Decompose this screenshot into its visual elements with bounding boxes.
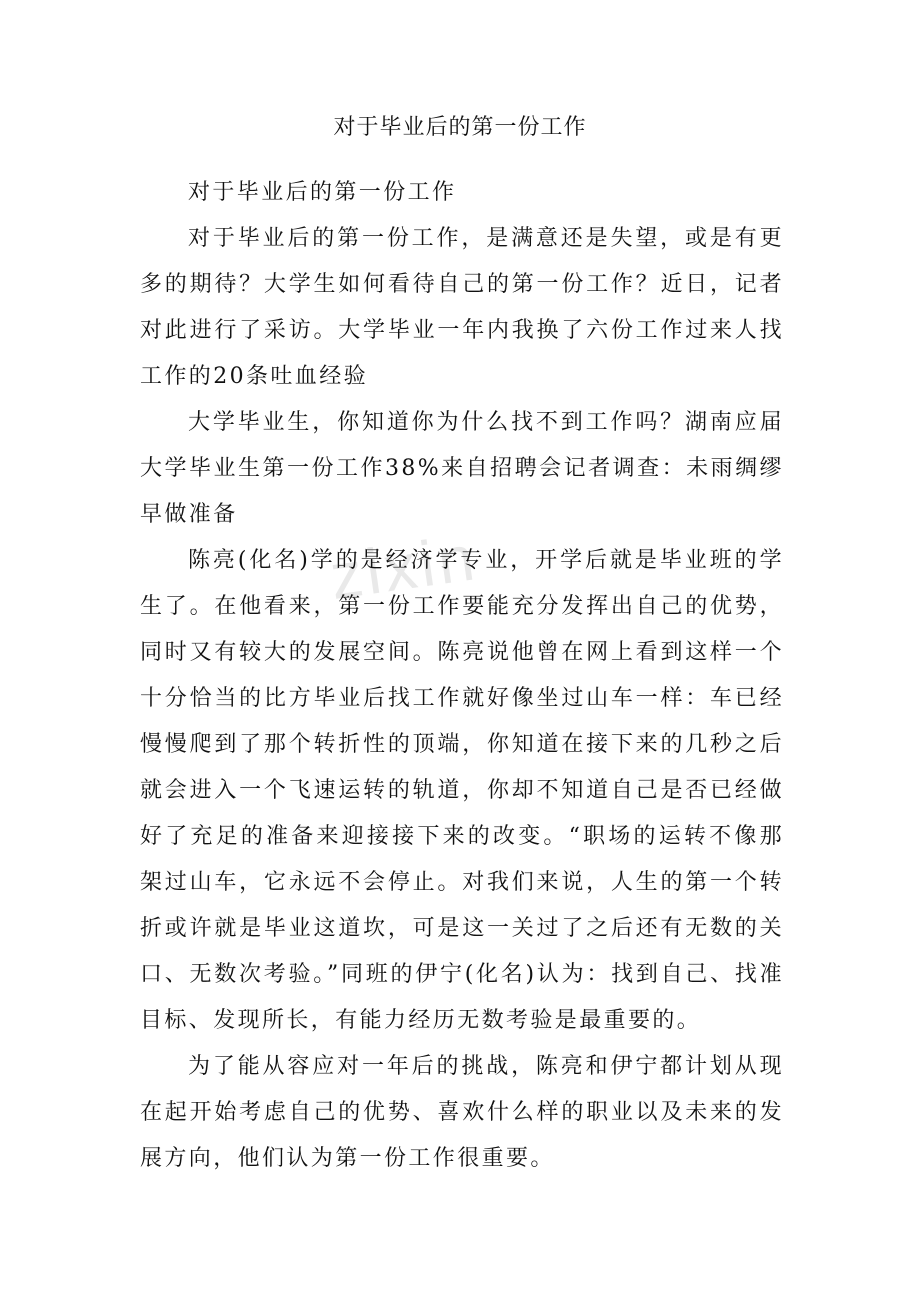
document-title: 对于毕业后的第一份工作 [333,115,587,140]
paragraph: 为了能从容应对一年后的挑战，陈亮和伊宁都计划从现在起开始考虑自己的优势、喜欢什么样的职业以及未来的发展方向，他们认为第一份工作很重要。 [140,1054,784,1171]
watermark: zixin [325,521,483,613]
document-body [140,170,784,1182]
paragraph: 大学毕业生，你知道你为什么找不到工作吗？湖南应届大学毕业生第一份工作38%来自招聘会记者调查：未雨绸缪早做准备 [140,410,784,527]
paragraph: 陈亮(化名)学的是经济学专业，开学后就是毕业班的学生了。在他看来，第一份工作要能充分发挥出自己的优势，同时又有较大的发展空间。陈亮说他曾在网上看到这样一个十分恰当的比方毕业后找工作就好像坐过山车一样：车已经慢慢爬到了那个转折性的顶端，你知道在接下来的几秒之后就会进入一个飞速运转的轨道，你却不知道自己是否已经做好了充足的准备来迎接接下来的改变。“职场的运转不像那架过山车，它永远不会停止。对我们来说，人生的第一个转折或许就是毕业这道坎，可是这一关过了之后还有无数的关口、无数次考验。”同班的伊宁(化名)认为：找到自己、找准目标、发现所长，有能力经历无数考验是最重要的。 [140,548,784,1033]
paragraph: 对于毕业后的第一份工作，是满意还是失望，或是有更多的期待？大学生如何看待自己的第一份工作？近日，记者对此进行了采访。大学毕业一年内我换了六份工作过来人找工作的20条吐血经验 [140,226,784,389]
paragraph-subtitle: 对于毕业后的第一份工作 [188,180,457,205]
